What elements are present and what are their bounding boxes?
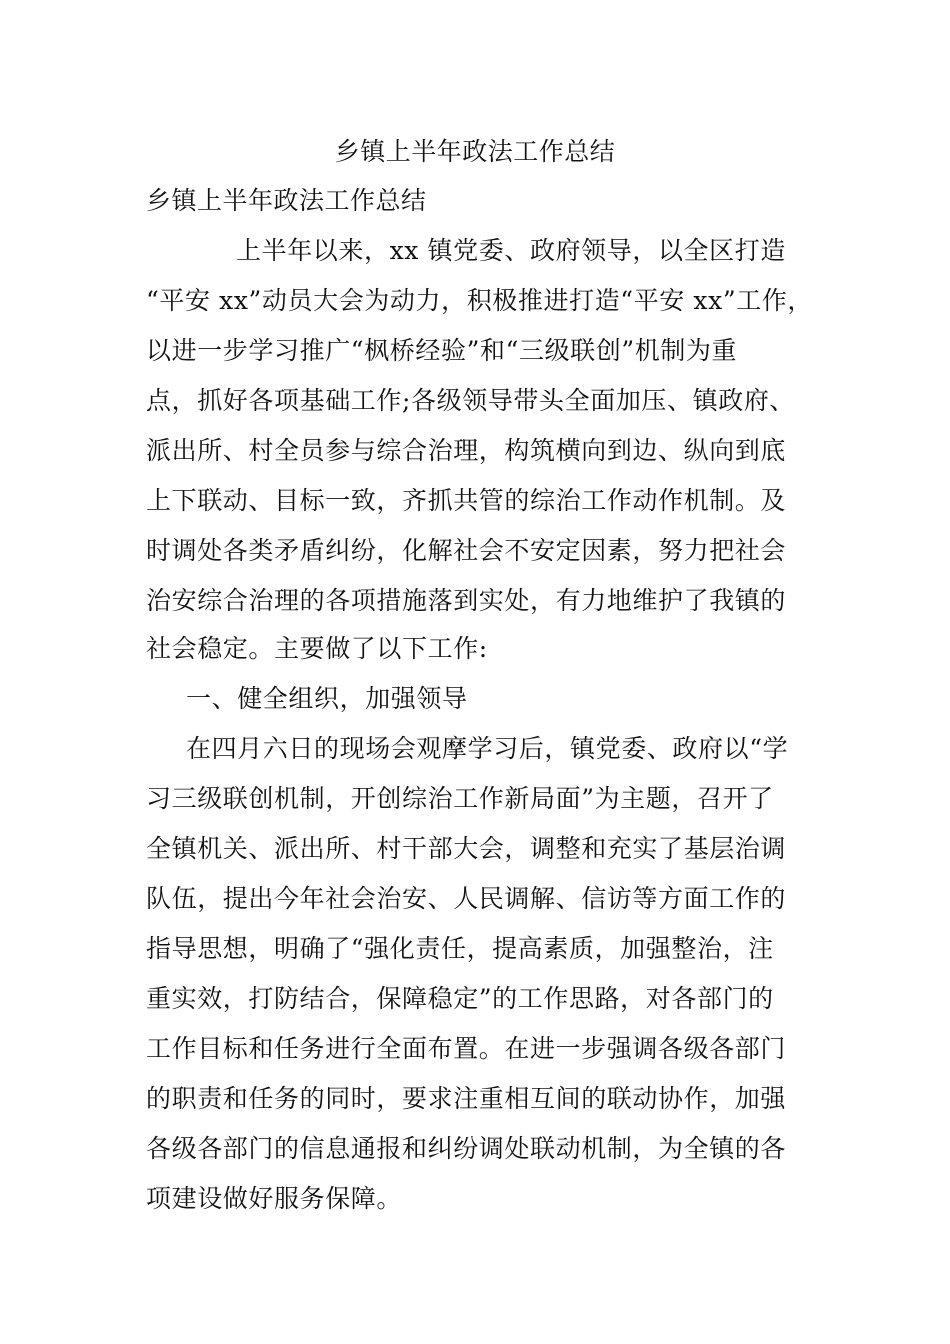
paragraph-line: 工作目标和任务进行全面布置。在进一步强调各级各部门 [146, 1034, 787, 1063]
paragraph-line: 派出所、村全员参与综合治理，构筑横向到边、纵向到底 [146, 436, 787, 465]
paragraph-line: 上半年以来，xx 镇党委、政府领导，以全区打造 [236, 236, 786, 265]
paragraph-line: 队伍，提出今年社会治安、人民调解、信访等方面工作的 [146, 884, 787, 913]
paragraph-line: 治安综合治理的各项措施落到实处，有力地维护了我镇的 [146, 586, 787, 615]
document-title: 乡镇上半年政法工作总结 [334, 137, 616, 166]
paragraph-line: 在四月六日的现场会观摩学习后，镇党委、政府以“学 [186, 734, 789, 763]
paragraph-line: 习三级联创机制，开创综治工作新局面”为主题，召开了 [146, 784, 774, 813]
paragraph-line: 项建设做好服务保障。 [146, 1184, 403, 1213]
paragraph-line: 全镇机关、派出所、村干部大会，调整和充实了基层治调 [146, 834, 787, 863]
paragraph-line: 上下联动、目标一致，齐抓共管的综治工作动作机制。及 [146, 486, 787, 515]
paragraph-line: 点，抓好各项基础工作;各级领导带头全面加压、镇政府、 [146, 386, 796, 415]
paragraph-line: 各级各部门的信息通报和纠纷调处联动机制，为全镇的各 [146, 1134, 787, 1163]
section-heading: 一、健全组织，加强领导 [186, 684, 468, 713]
paragraph-line: “平安 xx”动员大会为动力，积极推进打造“平安 xx”工作， [146, 286, 814, 315]
paragraph-line: 社会稳定。主要做了以下工作: [146, 634, 488, 663]
paragraph-line: 指导思想，明确了“强化责任，提高素质，加强整治，注 [146, 934, 774, 963]
document-subtitle: 乡镇上半年政法工作总结 [146, 186, 427, 215]
paragraph-line: 重实效，打防结合，保障稳定”的工作思路，对各部门的 [146, 984, 774, 1013]
paragraph-line: 时调处各类矛盾纠纷，化解社会不安定因素，努力把社会 [146, 536, 787, 565]
paragraph-line: 以进一步学习推广“枫桥经验”和“三级联创”机制为重 [146, 336, 738, 365]
paragraph-line: 的职责和任务的同时，要求注重相互间的联动协作，加强 [146, 1084, 787, 1113]
